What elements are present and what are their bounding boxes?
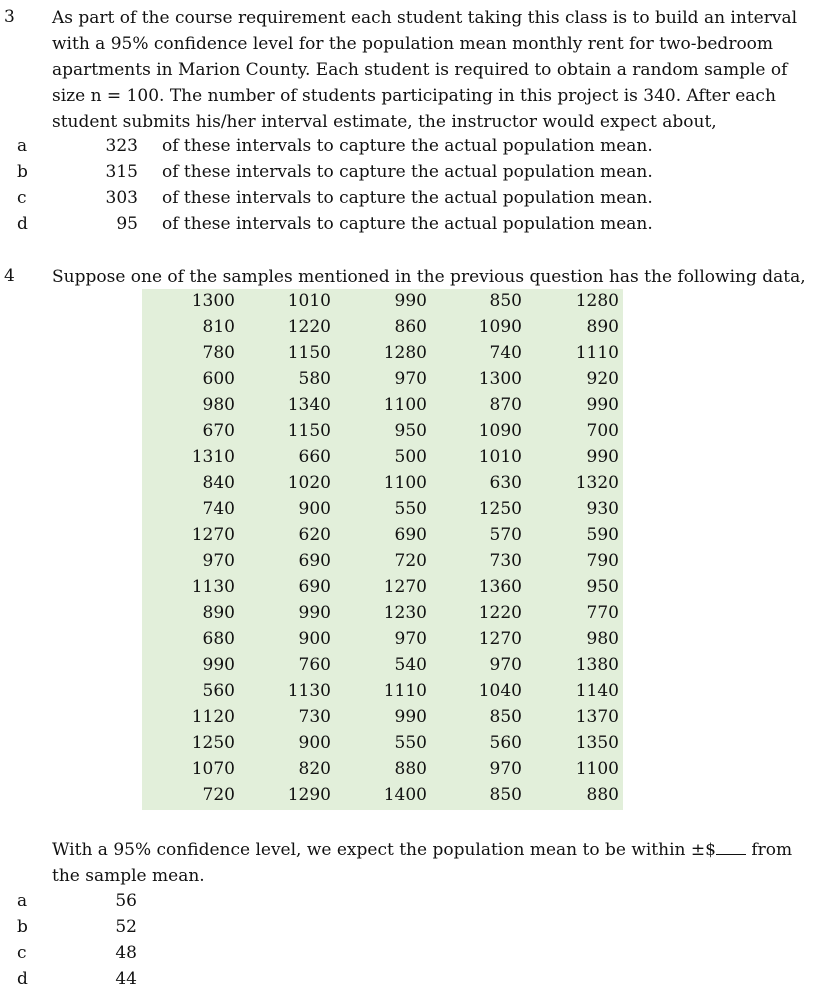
table-cell: 970 (394, 629, 427, 649)
table-cell: 580 (298, 369, 331, 389)
table-cell: 730 (489, 551, 522, 571)
option-value: 48 (115, 943, 137, 963)
option-value: 56 (115, 891, 137, 911)
table-cell: 550 (394, 733, 427, 753)
table-cell: 1300 (478, 369, 522, 389)
table-cell: 860 (394, 317, 427, 337)
table-cell: 1110 (575, 343, 619, 363)
prompt-line-1 (52, 837, 792, 863)
table-cell: 880 (394, 759, 427, 779)
table-cell: 630 (489, 473, 522, 493)
table-cell: 670 (202, 421, 235, 441)
table-cell: 990 (586, 395, 619, 415)
table-cell: 950 (586, 577, 619, 597)
table-cell: 900 (298, 629, 331, 649)
table-cell: 1140 (575, 681, 619, 701)
table-cell: 720 (202, 785, 235, 805)
table-cell: 690 (298, 551, 331, 571)
prompt-line-2: the sample mean. (52, 866, 205, 886)
option-text: of these intervals to capture the actual population mean. (162, 188, 653, 208)
answer-blank (716, 840, 746, 855)
table-cell: 740 (489, 343, 522, 363)
stem-line: apartments in Marion County. Each student is required to obtain a random sample of (52, 60, 788, 80)
table-cell: 1040 (478, 681, 522, 701)
table-cell: 930 (586, 499, 619, 519)
option-letter: c (17, 943, 27, 963)
table-cell: 990 (202, 655, 235, 675)
table-cell: 1090 (478, 317, 522, 337)
table-cell: 1220 (478, 603, 522, 623)
table-cell: 1370 (575, 707, 619, 727)
table-cell: 810 (202, 317, 235, 337)
table-cell: 1320 (575, 473, 619, 493)
table-cell: 1010 (478, 447, 522, 467)
table-cell: 500 (394, 447, 427, 467)
table-cell: 1230 (383, 603, 427, 623)
option-letter: d (17, 214, 28, 234)
table-cell: 850 (489, 707, 522, 727)
table-cell: 1150 (287, 421, 331, 441)
table-cell: 590 (586, 525, 619, 545)
table-cell: 690 (298, 577, 331, 597)
table-cell: 890 (202, 603, 235, 623)
table-cell: 850 (489, 785, 522, 805)
table-cell: 620 (298, 525, 331, 545)
table-cell: 540 (394, 655, 427, 675)
option-value: 95 (116, 214, 138, 234)
question-4-stem: Suppose one of the samples mentioned in the previous question has the following data, (52, 267, 806, 287)
table-cell: 740 (202, 499, 235, 519)
stem-line: As part of the course requirement each student taking this class is to build an interval (52, 8, 798, 28)
stem-line: with a 95% confidence level for the population mean monthly rent for two-bedroom (52, 34, 774, 54)
table-cell: 1350 (575, 733, 619, 753)
option-text: of these intervals to capture the actual population mean. (162, 162, 653, 182)
table-cell: 880 (586, 785, 619, 805)
table-cell: 1360 (478, 577, 522, 597)
table-cell: 770 (586, 603, 619, 623)
table-cell: 1130 (191, 577, 235, 597)
table-cell: 700 (586, 421, 619, 441)
option-text: of these intervals to capture the actual population mean. (162, 214, 653, 234)
option-letter: d (17, 969, 28, 989)
table-cell: 690 (394, 525, 427, 545)
table-cell: 920 (586, 369, 619, 389)
table-cell: 1290 (287, 785, 331, 805)
table-cell: 990 (394, 291, 427, 311)
table-cell: 1020 (287, 473, 331, 493)
table-cell: 950 (394, 421, 427, 441)
stem-line: size n = 100. The number of students participating in this project is 340. After each (52, 86, 776, 106)
table-cell: 850 (489, 291, 522, 311)
question-4-prompt (52, 837, 792, 889)
data-table-background (142, 289, 623, 810)
option-letter: a (17, 136, 28, 156)
table-cell: 1250 (478, 499, 522, 519)
table-cell: 990 (298, 603, 331, 623)
table-cell: 970 (489, 759, 522, 779)
table-cell: 990 (394, 707, 427, 727)
table-cell: 1220 (287, 317, 331, 337)
question-3-stem (52, 5, 797, 135)
table-cell: 1100 (575, 759, 619, 779)
table-cell: 820 (298, 759, 331, 779)
table-cell: 970 (489, 655, 522, 675)
question-4-number: 4 (4, 266, 15, 286)
table-cell: 720 (394, 551, 427, 571)
option-letter: b (17, 162, 28, 182)
table-cell: 1010 (287, 291, 331, 311)
table-cell: 1300 (191, 291, 235, 311)
table-cell: 560 (489, 733, 522, 753)
table-cell: 980 (586, 629, 619, 649)
table-cell: 780 (202, 343, 235, 363)
table-cell: 730 (298, 707, 331, 727)
table-cell: 840 (202, 473, 235, 493)
question-3-number: 3 (4, 7, 15, 27)
table-cell: 1090 (478, 421, 522, 441)
table-cell: 1340 (287, 395, 331, 415)
table-cell: 1150 (287, 343, 331, 363)
option-letter: a (17, 891, 28, 911)
table-cell: 1270 (478, 629, 522, 649)
table-cell: 680 (202, 629, 235, 649)
table-cell: 1070 (191, 759, 235, 779)
table-cell: 600 (202, 369, 235, 389)
table-cell: 1270 (191, 525, 235, 545)
option-value: 52 (115, 917, 137, 937)
table-cell: 1120 (191, 707, 235, 727)
option-value: 44 (115, 969, 137, 989)
table-cell: 550 (394, 499, 427, 519)
table-cell: 990 (586, 447, 619, 467)
table-cell: 560 (202, 681, 235, 701)
option-letter: c (17, 188, 27, 208)
option-value: 323 (105, 136, 138, 156)
table-cell: 1100 (383, 473, 427, 493)
table-cell: 900 (298, 733, 331, 753)
table-cell: 890 (586, 317, 619, 337)
table-cell: 760 (298, 655, 331, 675)
table-cell: 1280 (575, 291, 619, 311)
table-cell: 1130 (287, 681, 331, 701)
table-cell: 1100 (383, 395, 427, 415)
option-letter: b (17, 917, 28, 937)
option-value: 315 (105, 162, 138, 182)
option-value: 303 (105, 188, 138, 208)
table-cell: 980 (202, 395, 235, 415)
table-cell: 1400 (383, 785, 427, 805)
option-text: of these intervals to capture the actual population mean. (162, 136, 653, 156)
table-cell: 1270 (383, 577, 427, 597)
stem-line: student submits his/her interval estimate, the instructor would expect about, (52, 112, 717, 132)
prompt-text: With a 95% confidence level, we expect the population mean to be within ±$ (52, 840, 716, 860)
table-cell: 1250 (191, 733, 235, 753)
table-cell: 790 (586, 551, 619, 571)
table-cell: 970 (394, 369, 427, 389)
table-cell: 1280 (383, 343, 427, 363)
table-cell: 900 (298, 499, 331, 519)
table-cell: 570 (489, 525, 522, 545)
table-cell: 660 (298, 447, 331, 467)
table-cell: 970 (202, 551, 235, 571)
table-cell: 1110 (383, 681, 427, 701)
table-cell: 1310 (191, 447, 235, 467)
table-cell: 1380 (575, 655, 619, 675)
table-cell: 870 (489, 395, 522, 415)
prompt-text-after: from (745, 840, 793, 860)
